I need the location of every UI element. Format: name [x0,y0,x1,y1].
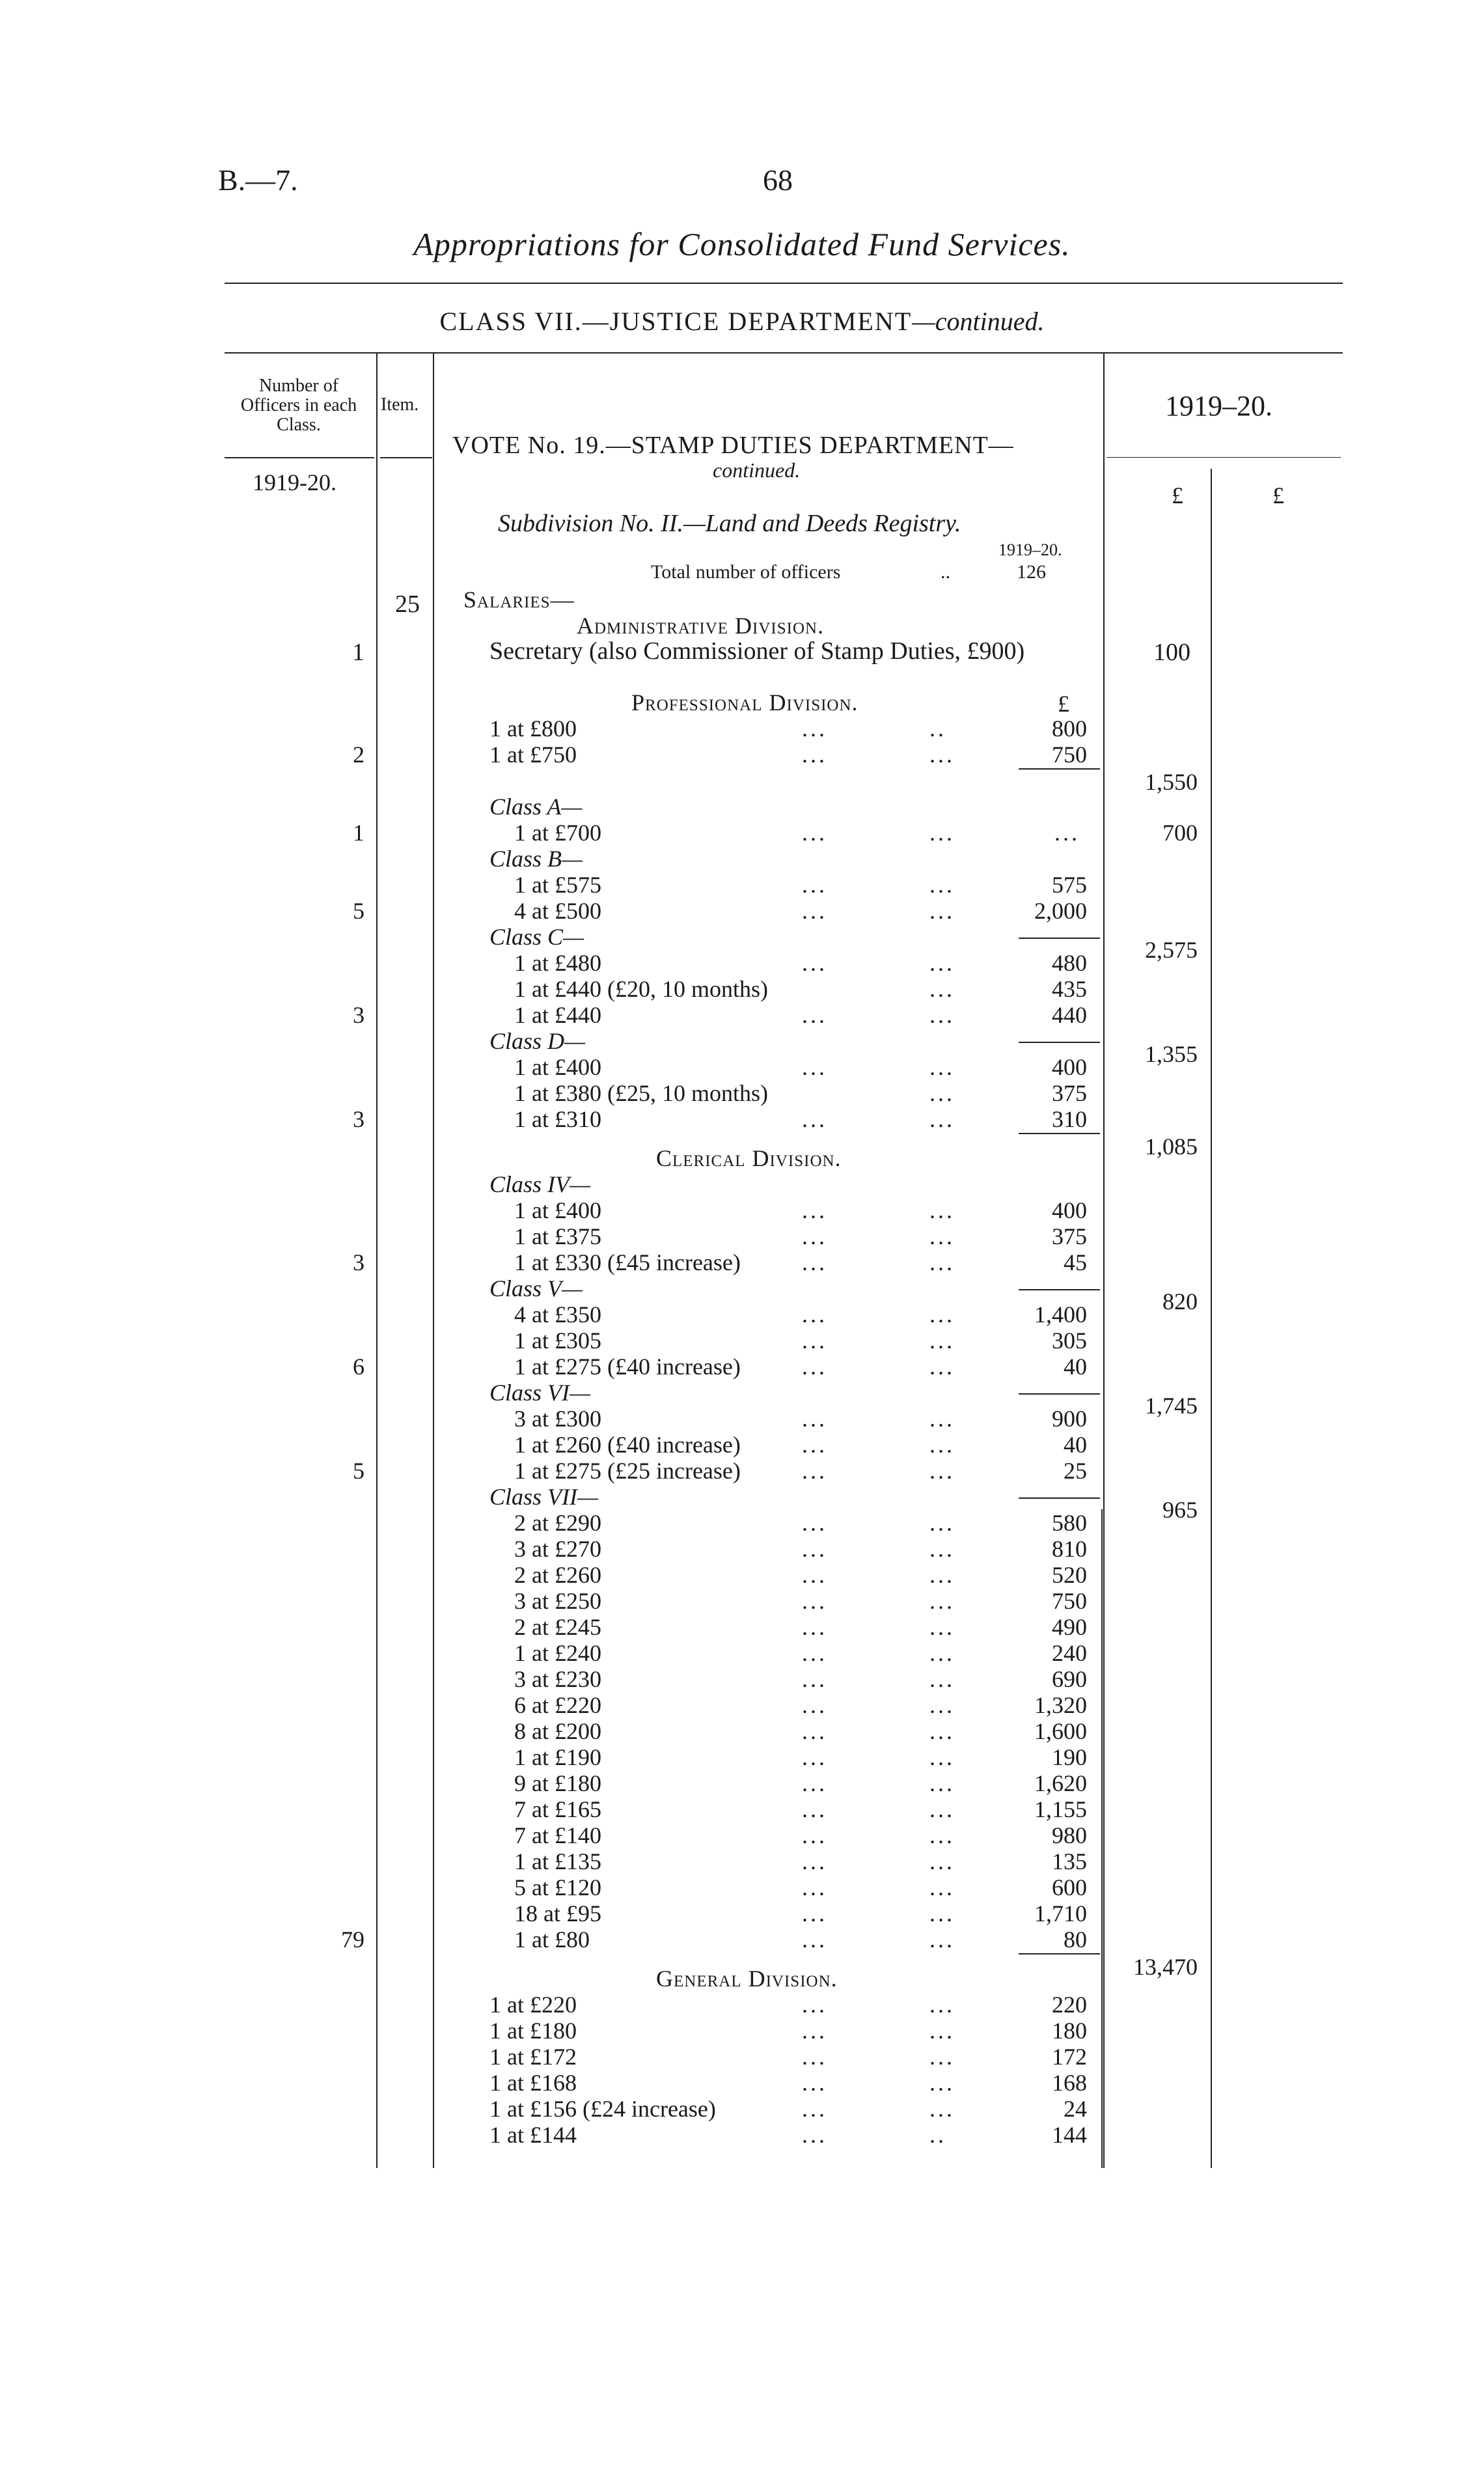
subtotal-amount: 1,745 [1145,1393,1198,1419]
leader-dots: ... [802,950,827,976]
officer-count: 5 [353,1458,364,1484]
line-item-label: 1 at £144 [489,2122,577,2148]
line-item-amount: 810 [1052,1536,1087,1562]
line-item-label: 1 at £480 [514,950,601,976]
line-item-amount: 25 [1064,1458,1087,1484]
leader-dots: ... [802,1822,827,1848]
leader-dots: ... [802,2018,827,2044]
leader-dots: ... [929,1718,955,1744]
line-item-amount: 172 [1052,2044,1087,2070]
leader-dots: ... [802,1588,827,1614]
line-item-label: 7 at £140 [514,1822,601,1848]
line-item-label: 1 at £172 [489,2044,577,2070]
officers-header-line: Class. [277,415,321,435]
line-item-label: 6 at £220 [514,1692,601,1718]
total-officers-dots: .. [941,561,950,583]
line-item-amount: 1,400 [1034,1301,1087,1328]
leader-dots: ... [802,1510,827,1536]
line-item-label: 5 at £120 [514,1874,601,1900]
leader-dots: ... [929,898,955,924]
title-rule [225,283,1343,284]
line-item-amount: 520 [1052,1562,1087,1588]
leader-dots: ... [929,2070,955,2096]
line-item-amount: 1,620 [1034,1770,1087,1796]
line-item-label: 9 at £180 [514,1770,601,1796]
class-heading: Class VII— [489,1484,599,1510]
line-item-label: 2 at £290 [514,1510,601,1536]
secretary-count: 1 [352,639,364,666]
page-title: Appropriations for Consolidated Fund Services. [413,226,1071,262]
line-item-amount: 135 [1052,1848,1087,1874]
leader-dots: ... [929,1666,955,1692]
officer-count: 5 [353,898,364,924]
line-item-amount: 400 [1052,1197,1087,1223]
line-item-label: 4 at £350 [514,1301,601,1328]
leader-dots: ... [802,1301,827,1328]
line-item-amount: 375 [1052,1223,1087,1249]
officer-count: 3 [353,1106,364,1132]
line-item-amount: 400 [1052,1054,1087,1080]
officers-header-line: Number of [258,376,339,396]
leader-dots: ... [929,976,955,1002]
leader-dots: ... [802,1223,827,1249]
line-item-amount: 750 [1052,1588,1087,1614]
officers-header [221,376,376,435]
vote-title: VOTE No. 19.—STAMP DUTIES DEPARTMENT— [452,432,1014,459]
line-item-amount: 1,320 [1034,1692,1087,1718]
item-header: Item. [381,395,419,415]
subtotal-amount: 1,355 [1145,1041,1198,1067]
professional-division-heading: Professional Division. [631,689,859,716]
leader-dots: ... [929,1536,955,1562]
line-item-label: 1 at £180 [489,2018,577,2044]
leader-dots: ... [802,2096,827,2122]
leader-dots: ... [929,1692,955,1718]
leader-dots: ... [929,1301,955,1328]
line-item-amount: 580 [1052,1510,1087,1536]
leader-dots: ... [802,1796,827,1822]
leader-dots: ... [929,1848,955,1874]
leader-dots: ... [802,1106,827,1132]
pound-header-2: £ [1272,482,1284,508]
line-item-label: 1 at £330 (£45 increase) [514,1249,741,1275]
line-item-amount: 440 [1052,1002,1087,1028]
line-item-label: 1 at £190 [514,1744,601,1770]
leader-dots: ... [929,820,955,846]
line-item-label: 1 at £240 [514,1640,601,1666]
line-item-label: 3 at £300 [514,1406,601,1432]
division-heading: Clerical Division. [656,1145,842,1171]
leader-dots: ... [929,1874,955,1900]
class-line-continued: —continued. [912,307,1045,336]
leader-dots: ... [802,1718,827,1744]
leader-dots: ... [929,2044,955,2070]
leader-dots: ... [929,1992,955,2018]
leader-dots: ... [802,1900,827,1927]
line-item-amount: 40 [1064,1354,1087,1380]
page-ref: B.—7. [218,163,298,197]
leader-dots: ... [929,1223,955,1249]
line-item-label: 1 at £156 (£24 increase) [489,2096,716,2122]
line-item-label: 1 at £400 [514,1054,601,1080]
leader-dots: ... [802,1249,827,1275]
line-item-amount: 980 [1052,1822,1087,1848]
total-officers-label: Total number of officers [651,561,841,583]
leader-dots: ... [802,716,827,742]
line-item-amount: 375 [1052,1080,1087,1106]
line-item-label: 1 at £440 (£20, 10 months) [514,976,768,1002]
line-item-amount: 600 [1052,1874,1087,1900]
line-item-amount: 24 [1064,2096,1087,2122]
line-item-amount: 190 [1052,1744,1087,1770]
line-item-label: 8 at £200 [514,1718,601,1744]
salaries-heading: Salaries— [463,587,575,613]
division-heading: General Division. [656,1966,838,1992]
leader-dots: ... [802,1432,827,1458]
line-item-amount: 490 [1052,1614,1087,1640]
leader-dots: ... [929,1106,955,1132]
line-item-amount: 1,600 [1034,1718,1087,1744]
officer-count: 3 [353,1249,364,1275]
line-item-amount: 180 [1052,2018,1087,2044]
line-item-amount: 1,710 [1034,1900,1087,1927]
line-item-label: 4 at £500 [514,898,601,924]
line-item-label: 1 at £305 [514,1328,601,1354]
class-heading: Class C— [489,924,584,950]
item-column-rule [433,354,434,2168]
leader-dots: ... [802,1640,827,1666]
leader-dots: ... [929,1328,955,1354]
leader-dots: ... [929,2096,955,2122]
line-item-amount: 690 [1052,1666,1087,1692]
leader-dots: ... [802,1874,827,1900]
page-number: 68 [763,163,793,197]
leader-dots: ... [929,1249,955,1275]
item-header-rule [380,457,432,458]
amount-column-rule [1103,354,1105,2168]
leader-dots: ... [929,1822,955,1848]
leader-dots: ... [1054,820,1080,846]
subtotal-amount: 13,470 [1133,1954,1198,1980]
leader-dots: ... [929,1770,955,1796]
officer-count: 3 [353,1002,364,1028]
leader-dots: ... [929,1510,955,1536]
line-item-label: 3 at £250 [514,1588,601,1614]
line-item-label: 1 at £400 [514,1197,601,1223]
line-item-amount: 1,155 [1034,1796,1087,1822]
line-item-label: 1 at £440 [514,1002,601,1028]
leader-dots: ... [802,1770,827,1796]
leader-dots: ... [929,1588,955,1614]
line-item-amount: 240 [1052,1640,1087,1666]
leader-dots: ... [929,1796,955,1822]
leader-dots: ... [802,2044,827,2070]
subtotal-amount: 820 [1162,1288,1198,1315]
class-heading: Class IV— [489,1171,591,1197]
line-item-label: 1 at £275 (£25 increase) [514,1458,741,1484]
class-heading: Class B— [489,846,583,872]
leader-dots: ... [929,1900,955,1927]
amount-header-rule [1106,457,1341,458]
secretary-amount: 100 [1153,639,1190,666]
line-item-amount: 435 [1052,976,1087,1002]
officer-count: 1 [353,820,364,846]
officer-count: 79 [341,1927,364,1953]
leader-dots: ... [802,1002,827,1028]
line-item-label: 1 at £575 [514,872,601,898]
line-item-label: 18 at £95 [514,1900,601,1927]
line-item-amount: 800 [1052,716,1087,742]
leader-dots: ... [802,2122,827,2148]
leader-dots: ... [802,742,827,768]
leader-dots: ... [929,1432,955,1458]
line-item-label: 1 at £310 [514,1106,601,1132]
leader-dots: ... [929,1562,955,1588]
secretary-line: Secretary (also Commissioner of Stamp Duties, £900) [489,637,1025,665]
table-top-rule [225,352,1343,354]
line-item-label: 1 at £750 [489,742,577,768]
item-number: 25 [395,591,420,618]
leader-dots: ... [802,1744,827,1770]
line-item-label: 3 at £270 [514,1536,601,1562]
bracket-rule [1101,1509,1103,2168]
leader-dots: ... [929,1002,955,1028]
leader-dots: ... [929,1927,955,1953]
leader-dots: ... [802,1562,827,1588]
leader-dots: ... [929,1354,955,1380]
officers-year: 1919-20. [253,469,337,495]
leader-dots: ... [802,1054,827,1080]
pound-header-1: £ [1172,482,1183,508]
line-item-amount: 900 [1052,1406,1087,1432]
leader-dots: .. [929,2122,946,2148]
subtotal-amount: 1,085 [1145,1134,1198,1160]
class-heading: Class V— [489,1275,583,1301]
leader-dots: ... [802,1354,827,1380]
subtotal-amount: 965 [1162,1497,1198,1523]
leader-dots: ... [929,1744,955,1770]
leader-dots: ... [929,1197,955,1223]
line-item-label: 3 at £230 [514,1666,601,1692]
leader-dots: ... [929,2018,955,2044]
line-item-amount: 40 [1064,1432,1087,1458]
class-line [0,306,1484,337]
leader-dots: ... [802,872,827,898]
line-item-label: 2 at £245 [514,1614,601,1640]
line-item-amount: 575 [1052,872,1087,898]
line-item-label: 1 at £168 [489,2070,577,2096]
leader-dots: ... [802,898,827,924]
leader-dots: ... [929,1640,955,1666]
leader-dots: ... [802,1458,827,1484]
line-item-label: 1 at £220 [489,1992,577,2018]
leader-dots: ... [802,1328,827,1354]
officer-count: 6 [353,1354,364,1380]
leader-dots: ... [929,1054,955,1080]
total-year: 1919–20. [998,540,1062,559]
line-item-amount: 310 [1052,1106,1087,1132]
class-heading: Class A— [489,794,583,820]
line-item-label: 1 at £260 (£40 increase) [514,1432,741,1458]
class-heading: Class D— [489,1028,586,1054]
subtotal-amount: 700 [1162,820,1198,846]
line-item-label: 1 at £375 [514,1223,601,1249]
line-item-label: 1 at £700 [514,820,601,846]
pound-column-rule [1211,469,1212,2168]
leader-dots: ... [802,1927,827,1953]
leader-dots: ... [929,1458,955,1484]
line-item-amount: 2,000 [1034,898,1087,924]
line-item-label: 7 at £165 [514,1796,601,1822]
line-item-amount: 750 [1052,742,1087,768]
leader-dots: ... [802,1197,827,1223]
subtotal-amount: 2,575 [1145,937,1198,963]
class-heading: Class VI— [489,1380,591,1406]
leader-dots: ... [929,950,955,976]
leader-dots: ... [802,1666,827,1692]
line-item-label: 1 at £135 [514,1848,601,1874]
leader-dots: ... [802,1536,827,1562]
class-line-main: CLASS VII.—JUSTICE DEPARTMENT [439,307,913,336]
total-officers-value: 126 [1017,561,1046,583]
line-item-amount: 80 [1064,1927,1087,1953]
leader-dots: .. [929,716,946,742]
leader-dots: ... [802,1992,827,2018]
pound-mid: £ [1058,691,1069,717]
line-item-label: 1 at £80 [514,1927,590,1953]
admin-division-heading: Administrative Division. [577,613,825,639]
line-item-amount: 144 [1052,2122,1087,2148]
leader-dots: ... [802,1614,827,1640]
officers-header-rule [225,457,374,458]
line-item-amount: 480 [1052,950,1087,976]
line-item-amount: 220 [1052,1992,1087,2018]
line-item-amount: 305 [1052,1328,1087,1354]
subtotal-amount: 1,550 [1145,769,1198,795]
line-item-label: 1 at £380 (£25, 10 months) [514,1080,768,1106]
leader-dots: ... [802,2070,827,2096]
line-item-amount: 45 [1064,1249,1087,1275]
leader-dots: ... [802,1848,827,1874]
officers-column-rule [376,354,378,2168]
leader-dots: ... [802,1692,827,1718]
leader-dots: ... [929,1614,955,1640]
leader-dots: ... [802,1406,827,1432]
officers-header-line: Officers in each [240,395,357,415]
line-item-label: 2 at £260 [514,1562,601,1588]
officer-count: 2 [353,742,364,768]
line-item-label: 1 at £275 (£40 increase) [514,1354,741,1380]
leader-dots: ... [802,820,827,846]
leader-dots: ... [929,742,955,768]
leader-dots: ... [929,1406,955,1432]
line-item-amount: 168 [1052,2070,1087,2096]
subdivision-title: Subdivision No. II.—Land and Deeds Registry. [498,510,961,537]
leader-dots: ... [929,1080,955,1106]
line-item-label: 1 at £800 [489,716,577,742]
amount-year-header: 1919–20. [1165,390,1272,422]
leader-dots: ... [929,872,955,898]
vote-continued: continued. [713,458,801,482]
